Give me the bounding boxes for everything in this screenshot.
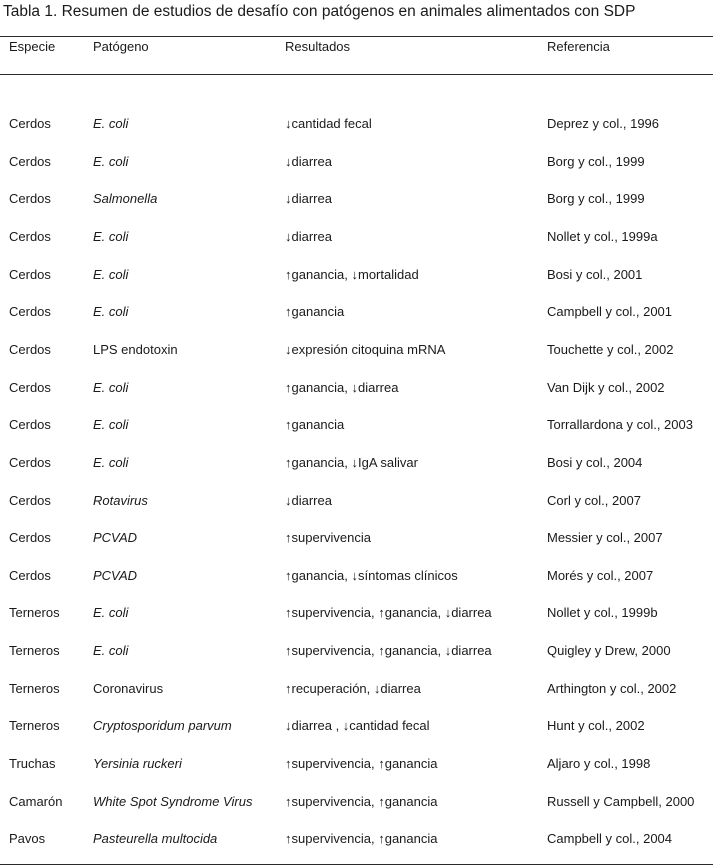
cell-especie: Cerdos xyxy=(9,191,51,206)
cell-especie: Camarón xyxy=(9,794,63,809)
cell-especie: Terneros xyxy=(9,681,60,696)
cell-patogeno: LPS endotoxin xyxy=(93,342,178,357)
cell-referencia: Campbell y col., 2004 xyxy=(547,831,673,846)
table-title: Tabla 1. Resumen de estudios de desafío con patógenos en animales alimentados con SDP xyxy=(3,3,636,20)
cell-resultados: ↓expresión citoquina mRNA xyxy=(285,342,446,357)
cell-referencia: Deprez y col., 1996 xyxy=(547,116,660,131)
cell-patogeno: E. coli xyxy=(93,267,129,282)
cell-patogeno: E. coli xyxy=(93,643,129,658)
cell-resultados: ↑supervivencia, ↑ganancia xyxy=(285,794,438,809)
cell-especie: Terneros xyxy=(9,643,60,658)
cell-referencia: Russell y Campbell, 2000 xyxy=(547,794,695,809)
cell-referencia: Corl y col., 2007 xyxy=(547,493,641,508)
cell-especie: Cerdos xyxy=(9,304,51,319)
cell-referencia: Torrallardona y col., 2003 xyxy=(547,417,693,432)
cell-especie: Cerdos xyxy=(9,267,51,282)
cell-patogeno: Pasteurella multocida xyxy=(93,831,218,846)
table-top-rule xyxy=(0,36,713,37)
cell-resultados: ↓diarrea , ↓cantidad fecal xyxy=(285,718,430,733)
cell-especie: Terneros xyxy=(9,718,60,733)
cell-patogeno: Salmonella xyxy=(93,191,158,206)
cell-patogeno: PCVAD xyxy=(93,530,138,545)
cell-patogeno: White Spot Syndrome Virus xyxy=(93,794,253,809)
cell-patogeno: E. coli xyxy=(93,380,129,395)
cell-referencia: Bosi y col., 2004 xyxy=(547,455,643,470)
table-bottom-rule xyxy=(0,864,713,865)
cell-especie: Terneros xyxy=(9,605,60,620)
header-referencia: Referencia xyxy=(547,39,610,54)
cell-referencia: Touchette y col., 2002 xyxy=(547,342,674,357)
cell-resultados: ↑supervivencia, ↑ganancia, ↓diarrea xyxy=(285,605,492,620)
header-resultados: Resultados xyxy=(285,39,351,54)
cell-patogeno: Coronavirus xyxy=(93,681,164,696)
cell-especie: Cerdos xyxy=(9,417,51,432)
cell-referencia: Nollet y col., 1999a xyxy=(547,229,658,244)
cell-especie: Cerdos xyxy=(9,568,51,583)
cell-referencia: Aljaro y col., 1998 xyxy=(547,756,651,771)
cell-referencia: Quigley y Drew, 2000 xyxy=(547,643,671,658)
cell-resultados: ↑ganancia, ↓síntomas clínicos xyxy=(285,568,458,583)
cell-referencia: Hunt y col., 2002 xyxy=(547,718,645,733)
header-especie: Especie xyxy=(9,39,56,54)
cell-resultados: ↓diarrea xyxy=(285,493,332,508)
cell-referencia: Nollet y col., 1999b xyxy=(547,605,658,620)
cell-resultados: ↑supervivencia, ↑ganancia, ↓diarrea xyxy=(285,643,492,658)
cell-patogeno: Rotavirus xyxy=(93,493,148,508)
cell-patogeno: PCVAD xyxy=(93,568,138,583)
cell-especie: Cerdos xyxy=(9,493,51,508)
cell-resultados: ↑ganancia, ↓diarrea xyxy=(285,380,399,395)
cell-referencia: Arthington y col., 2002 xyxy=(547,681,677,696)
cell-resultados: ↑supervivencia xyxy=(285,530,371,545)
cell-resultados: ↑ganancia, ↓IgA salivar xyxy=(285,455,418,470)
cell-especie: Cerdos xyxy=(9,116,51,131)
header-patogeno: Patógeno xyxy=(93,39,149,54)
cell-patogeno: E. coli xyxy=(93,154,129,169)
cell-referencia: Morés y col., 2007 xyxy=(547,568,654,583)
cell-patogeno: E. coli xyxy=(93,116,129,131)
cell-patogeno: E. coli xyxy=(93,229,129,244)
header-bottom-rule xyxy=(0,74,713,75)
cell-especie: Pavos xyxy=(9,831,46,846)
cell-patogeno: Cryptosporidum parvum xyxy=(93,718,232,733)
cell-resultados: ↑supervivencia, ↑ganancia xyxy=(285,756,438,771)
cell-referencia: Borg y col., 1999 xyxy=(547,191,645,206)
cell-patogeno: E. coli xyxy=(93,455,129,470)
cell-resultados: ↑recuperación, ↓diarrea xyxy=(285,681,421,696)
cell-resultados: ↓diarrea xyxy=(285,229,332,244)
cell-referencia: Bosi y col., 2001 xyxy=(547,267,643,282)
cell-resultados: ↑ganancia, ↓mortalidad xyxy=(285,267,419,282)
cell-patogeno: E. coli xyxy=(93,417,129,432)
cell-referencia: Van Dijk y col., 2002 xyxy=(547,380,665,395)
cell-referencia: Campbell y col., 2001 xyxy=(547,304,673,319)
cell-resultados: ↓cantidad fecal xyxy=(285,116,372,131)
cell-resultados: ↓diarrea xyxy=(285,154,332,169)
cell-patogeno: Yersinia ruckeri xyxy=(93,756,182,771)
cell-especie: Truchas xyxy=(9,756,56,771)
cell-resultados: ↑ganancia xyxy=(285,304,345,319)
cell-especie: Cerdos xyxy=(9,229,51,244)
cell-patogeno: E. coli xyxy=(93,304,129,319)
cell-referencia: Borg y col., 1999 xyxy=(547,154,645,169)
cell-especie: Cerdos xyxy=(9,380,51,395)
cell-especie: Cerdos xyxy=(9,342,51,357)
cell-especie: Cerdos xyxy=(9,455,51,470)
cell-resultados: ↓diarrea xyxy=(285,191,332,206)
cell-referencia: Messier y col., 2007 xyxy=(547,530,663,545)
cell-patogeno: E. coli xyxy=(93,605,129,620)
cell-resultados: ↑supervivencia, ↑ganancia xyxy=(285,831,438,846)
cell-especie: Cerdos xyxy=(9,530,51,545)
cell-especie: Cerdos xyxy=(9,154,51,169)
cell-resultados: ↑ganancia xyxy=(285,417,345,432)
